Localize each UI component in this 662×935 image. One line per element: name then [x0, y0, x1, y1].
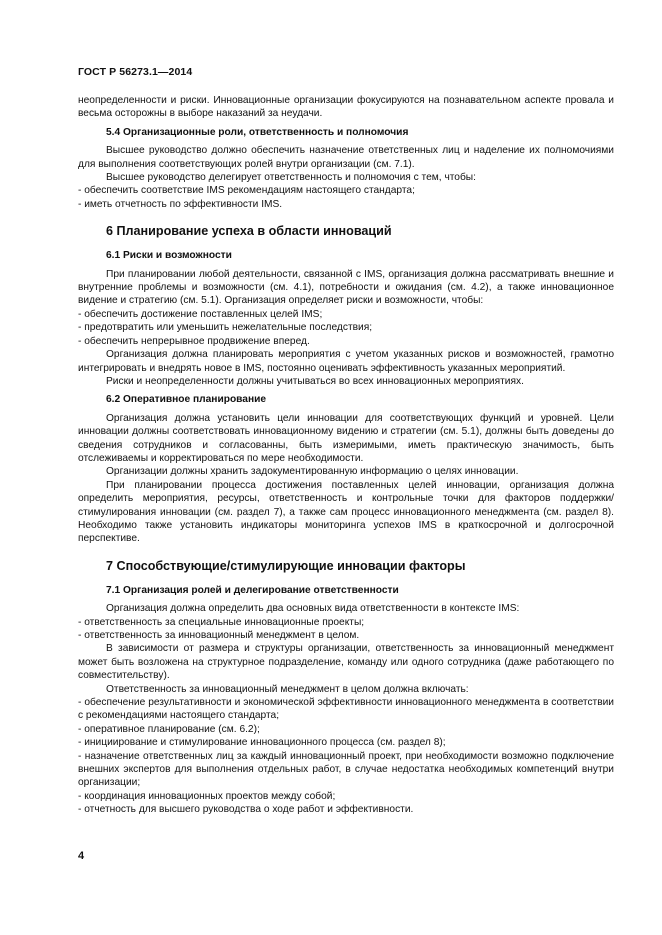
list-item: - ответственность за специальные инновационные проекты;: [78, 616, 365, 628]
subsection-heading: 5.4 Организационные роли, ответственность и полномочия: [106, 126, 409, 138]
paragraph: Высшее руководство должно обеспечить назначение ответственных лиц и наделение их полномочиями для выполнения соответствующих ролей внутри организации (см. 7.1).: [78, 145, 614, 170]
section-heading: 6 Планирование успеха в области инноваций: [106, 224, 392, 239]
subsection-heading: 7.1 Организация ролей и делегирование ответственности: [106, 584, 399, 596]
list-item: - обеспечить соответствие IMS рекомендациям настоящего стандарта;: [78, 185, 415, 197]
list-item: - предотвратить или уменьшить нежелательные последствия;: [78, 322, 373, 334]
paragraph: Организация должна определить два основных вида ответственности в контексте IMS:: [106, 603, 520, 615]
paragraph: Ответственность за инновационный менеджмент в целом должна включать:: [106, 683, 469, 695]
list-item: - координация инновационных проектов между собой;: [78, 790, 336, 802]
subsection-heading: 6.1 Риски и возможности: [106, 250, 232, 262]
paragraph: В зависимости от размера и структуры организации, ответственность за инновационный менеджмент может быть возложена на структурное подразделение, команду или одного сотрудника (даже работающего по совместительству).: [78, 643, 614, 682]
standard-code-header: ГОСТ Р 56273.1—2014: [78, 66, 193, 78]
list-item: - оперативное планирование (см. 6.2);: [78, 723, 260, 735]
list-item: - обеспечить достижение поставленных целей IMS;: [78, 308, 323, 320]
page-number: 4: [78, 850, 85, 862]
list-item: - инициирование и стимулирование инновационного процесса (см. раздел 8);: [78, 737, 446, 749]
section-heading: 7 Способствующие/стимулирующие инновации факторы: [106, 558, 466, 573]
list-item: - ответственность за инновационный менеджмент в целом.: [78, 630, 360, 641]
list-item: - отчетность для высшего руководства о ходе работ и эффективности.: [78, 804, 414, 816]
document-body: [78, 94, 614, 817]
paragraph: При планировании любой деятельности, связанной с IMS, организация должна рассматривать внешние и внутренние проблемы и возможности (см. 4.1), потребности и ожидания (см. 4.2), а также инновационное видение и стратегию (см. 5.1). Организация определяет риски и возможности, чтобы:: [78, 268, 614, 307]
paragraph: неопределенности и риски. Инновационные организации фокусируются на познавательном аспекте провала и весьма осторожны в выборе наказаний за неудачи.: [78, 95, 614, 120]
paragraph: Высшее руководство делегирует ответственность и полномочия с тем, чтобы:: [106, 172, 476, 184]
paragraph: Организации должны хранить задокументированную информацию о целях инновации.: [106, 466, 519, 478]
paragraph: Риски и неопределенности должны учитываться во всех инновационных мероприятиях.: [106, 375, 524, 387]
list-item: - обеспечение результативности и экономической эффективности инновационного менеджмента в соответствии с рекомендациями настоящего стандарта;: [78, 697, 614, 722]
paragraph: При планировании процесса достижения поставленных целей инновации, организация должна определить мероприятия, ресурсы, ответственность и контрольные точки для факторов поддержки/стимулирования инновации (см. раздел 7), а также сам процесс инновационного менеджмента (см. раздел 8). Необходимо также установить индикаторы мониторинга успехов IMS в краткосрочной и долгосрочной перспективе.: [78, 479, 614, 545]
list-item: - иметь отчетность по эффективности IMS.: [78, 198, 283, 210]
list-item: - обеспечить непрерывное продвижение вперед.: [78, 335, 310, 347]
subsection-heading: 6.2 Оперативное планирование: [106, 394, 267, 406]
paragraph: Организация должна планировать мероприятия с учетом указанных рисков и возможностей, грамотно интегрировать и внедрять новое в IMS, постоянно оценивать эффективность указанных мероприятий.: [78, 349, 614, 374]
list-item: - назначение ответственных лиц за каждый инновационный проект, при необходимости возможно подключение внешних экспертов для выполнения отдельных работ, в случае недостатка необходимых компетенций внутри организации;: [78, 750, 614, 789]
paragraph: Организация должна установить цели инновации для соответствующих функций и уровней. Цели инновации должны соответствовать инновационному видению и стратегии (см. 5.1), должны быть доведены до сведения сотрудников и согласованны, быть измеримыми, иметь практическую значимость, быть отслеживаемы и корректироваться по мере необходимости.: [78, 412, 614, 464]
